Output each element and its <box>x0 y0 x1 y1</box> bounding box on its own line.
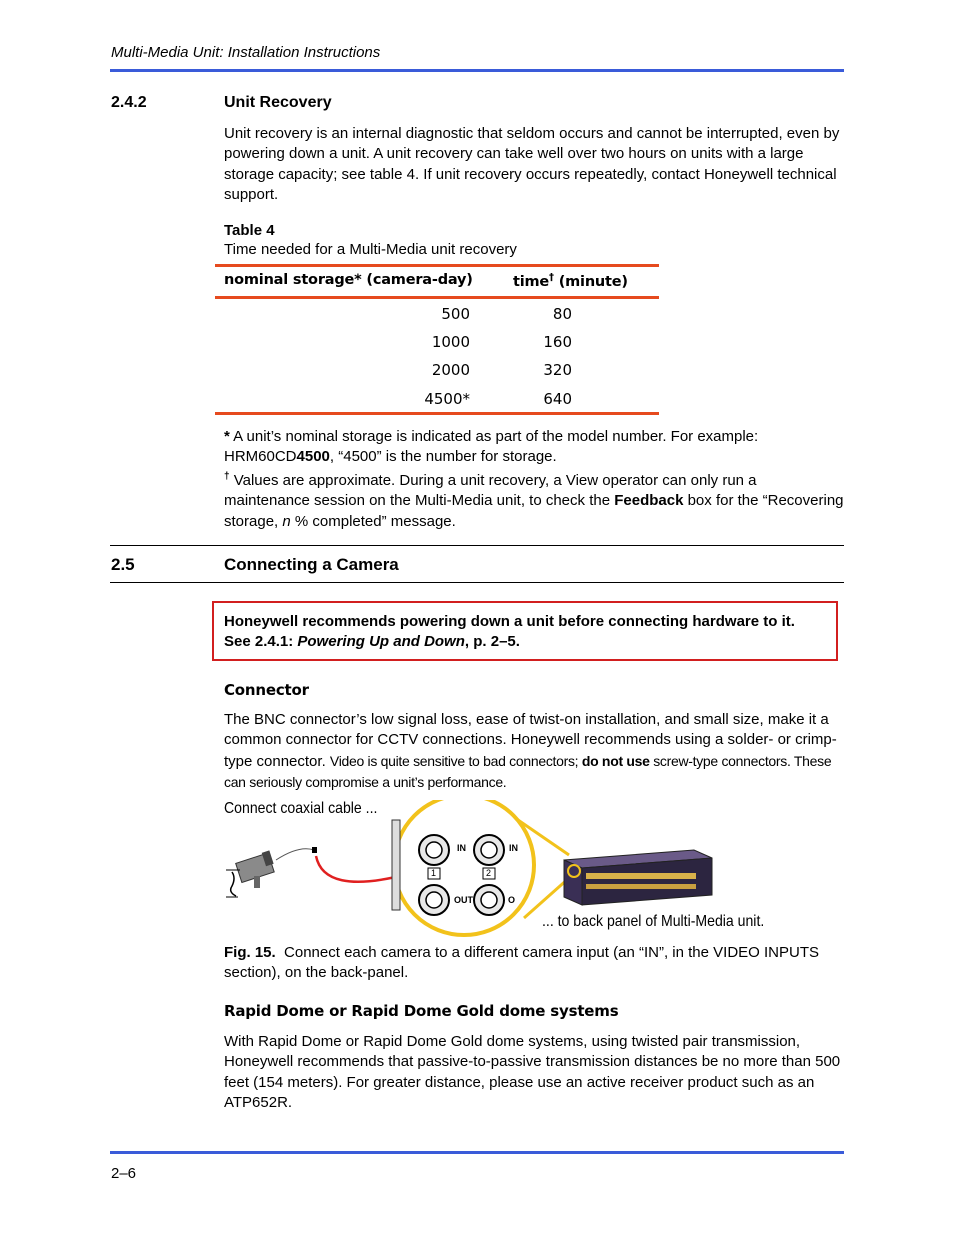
note-approximate: † Values are approximate. During a unit recovery, a View operator can only run a maintenance session on the Multi-Media unit, to check the Feedback box for the “Recovering storage, n % completed” message. <box>224 471 844 530</box>
cable-connector-icon <box>312 847 317 853</box>
table-caption: Time needed for a Multi-Media unit recovery <box>224 241 517 258</box>
page-number: 2–6 <box>111 1165 137 1182</box>
channel-number: 1 <box>431 868 437 878</box>
table-header-rule <box>215 296 659 299</box>
warning-line-2: See 2.4.1: Powering Up and Down, p. 2–5. <box>224 633 520 650</box>
output-label: O <box>508 895 516 905</box>
connector-paragraph: The BNC connector’s low signal loss, ease of twist-on installation, and small size, make it a common connector for CCTV connections. Honeywell recommends using a solder- or crimp-type connector. Video is quite sensitive to bad connectors; do not use screw-type connectors. These can seriously compromise a unit’s performance. <box>224 711 837 790</box>
input-label: IN <box>457 843 466 853</box>
figure-label-top: Connect coaxial cable ... <box>224 800 378 817</box>
section-rule-bottom <box>110 582 844 583</box>
red-arrow-icon <box>316 856 404 882</box>
warning-line-1: Honeywell recommends powering down a unit before connecting hardware to it. <box>224 613 795 630</box>
cable-line <box>276 849 314 860</box>
figure-caption: Fig. 15. Connect each camera to a different camera input (an “IN”, in the VIDEO INPUTS section), on the back-panel. <box>224 944 819 981</box>
section-number: 2.5 <box>111 555 135 574</box>
table-cell-time: 320 <box>543 361 572 379</box>
camera-icon <box>226 850 274 897</box>
warning-box <box>212 601 838 661</box>
table-cell-time: 640 <box>543 390 572 408</box>
unit-recovery-paragraph: Unit recovery is an internal diagnostic that seldom occurs and cannot be interrupted, even by powering down a unit. A unit recovery can take well over two hours on units with a large storage capacity; see table 4. If unit recovery occurs repeatedly, contact Honeywell technical support. <box>224 125 840 203</box>
figure-camera-connection <box>224 800 844 940</box>
table-cell-time: 160 <box>543 333 572 351</box>
figure-illustration <box>224 800 844 940</box>
table-cell-storage: 4500* <box>424 390 470 408</box>
table-header-storage: nominal storage* (camera-day) <box>224 272 473 288</box>
rapid-dome-paragraph: With Rapid Dome or Rapid Dome Gold dome systems, using twisted pair transmission, Honeywell recommends that passive-to-passive transmission distances be no more than 500 feet (154 meters). For greater distance, please use an active receiver product such as an ATP652R. <box>224 1033 841 1111</box>
figure-label-bottom: ... to back panel of Multi-Media unit. <box>542 913 765 930</box>
section-title: Unit Recovery <box>224 94 332 111</box>
table-bottom-rule <box>215 412 659 415</box>
footer-rule <box>110 1151 844 1154</box>
table-cell-storage: 1000 <box>431 333 470 351</box>
multimedia-unit-icon <box>564 850 712 905</box>
output-label: OUT <box>454 895 473 905</box>
input-label: IN <box>509 843 518 853</box>
table-cell-time: 80 <box>552 305 572 323</box>
table-label: Table 4 <box>224 222 275 239</box>
rapid-dome-heading: Rapid Dome or Rapid Dome Gold dome systems <box>224 1002 619 1020</box>
table-header-time: time† (minute) <box>513 272 628 290</box>
section-number: 2.4.2 <box>111 94 147 111</box>
note-storage: * A unit’s nominal storage is indicated as part of the model number. For example: HRM60CD4500, “4500” is the number for storage. <box>224 428 759 466</box>
callout-magnifier <box>394 800 534 935</box>
connector-heading: Connector <box>224 681 309 699</box>
table-cell-storage: 2000 <box>431 361 470 379</box>
channel-number: 2 <box>486 868 492 878</box>
section-title: Connecting a Camera <box>224 555 399 574</box>
running-header: Multi-Media Unit: Installation Instructions <box>111 44 381 61</box>
header-rule <box>110 69 844 72</box>
section-rule-top <box>110 545 844 546</box>
table-cell-storage: 500 <box>441 305 470 323</box>
table-top-rule <box>215 264 659 267</box>
